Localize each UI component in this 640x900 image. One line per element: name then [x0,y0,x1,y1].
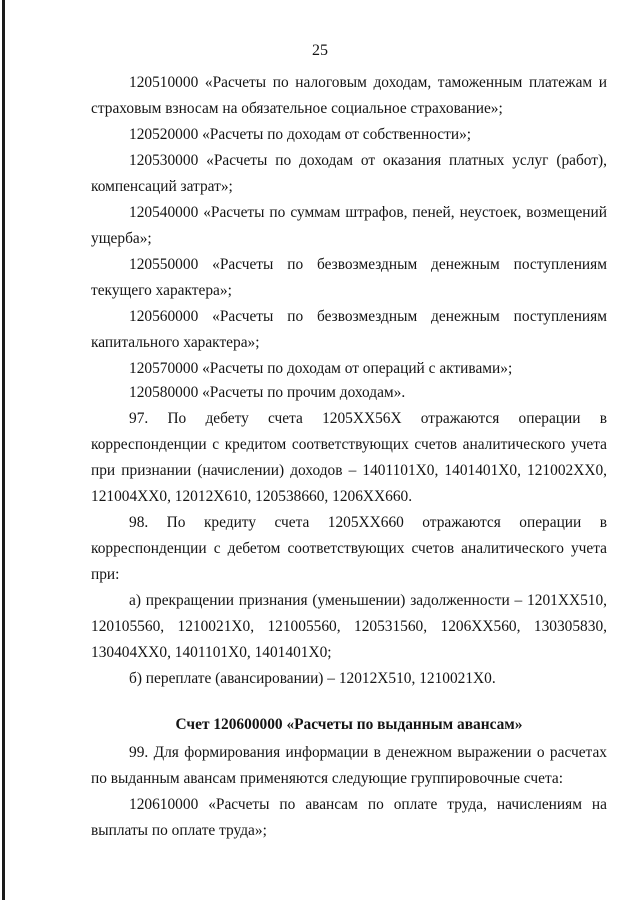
paragraph-120570000: 120570000 «Расчеты по доходам от операций с активами»; [129,360,513,377]
paragraph-120610000: 120610000 «Расчеты по авансам по оплате труда, начислениям на выплаты по оплате труда»; [91,796,607,839]
paragraph-98: 98. По кредиту счета 1205XX660 отражаются операции в корреспонденции с дебетом соответствующих счетов аналитического учета при: [91,514,607,583]
paragraph-120520000: 120520000 «Расчеты по доходам от собственности»; [129,126,472,143]
paragraph-120510000: 120510000 «Расчеты по налоговым доходам, таможенным платежам и страховым взносам на обязательное социальное страхование»; [91,74,607,117]
paragraph-120550000: 120550000 «Расчеты по безвозмездным денежным поступлениям текущего характера»; [91,256,607,299]
page-number: 25 [312,42,328,59]
section-heading: Счет 120600000 «Расчеты по выданным авансам» [175,716,523,733]
paragraph-120540000: 120540000 «Расчеты по суммам штрафов, пеней, неустоек, возмещений ущерба»; [91,204,607,247]
paragraph-98-b: б) переплате (авансировании) – 12012X510, 1210021X0. [129,670,496,687]
paragraph-98-a: а) прекращении признания (уменьшении) задолженности – 1201XX510, 120105560, 1210021X0, 121005560, 120531560, 1206XX560, 130305830, 130404XX0, 1401101X0, 1401401X0; [91,592,607,661]
paragraph-97: 97. По дебету счета 1205XX56X отражаются операции в корреспонденции с кредитом соответствующих счетов аналитического учета при признании (начислении) доходов – 1401101X0, 1401401X0, 121002XX0, 121004XX0, 12012X610, 120538660, 1206XX660. [91,410,607,505]
paragraph-120580000: 120580000 «Расчеты по прочим доходам». [129,384,406,401]
paragraph-120560000: 120560000 «Расчеты по безвозмездным денежным поступлениям капитального характера»; [91,308,607,351]
scan-edge-line [2,0,5,900]
paragraph-120530000: 120530000 «Расчеты по доходам от оказания платных услуг (работ), компенсаций затрат»; [91,152,607,195]
paragraph-99: 99. Для формирования информации в денежном выражении о расчетах по выданным авансам применяются следующие группировочные счета: [91,744,607,787]
